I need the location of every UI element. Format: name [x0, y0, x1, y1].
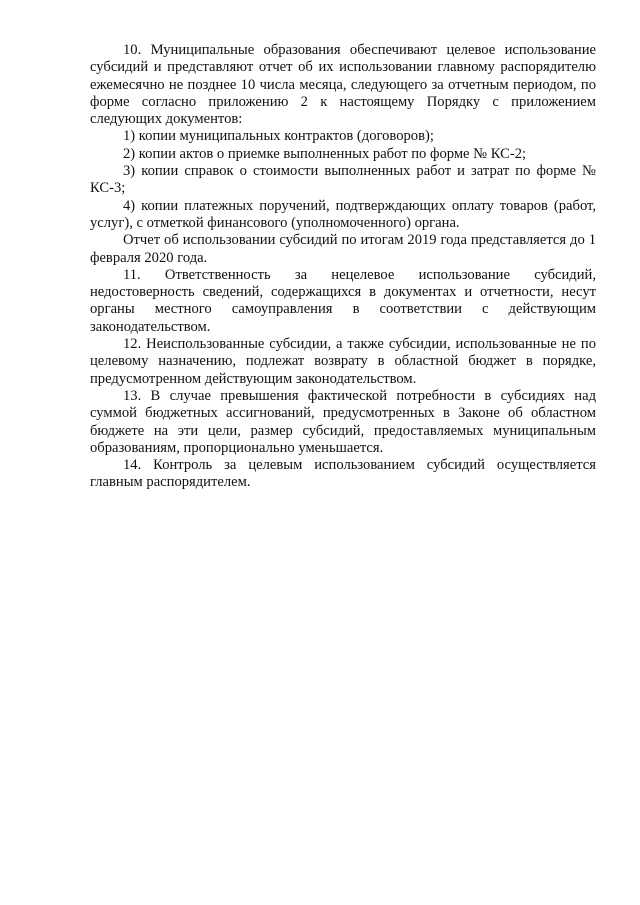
- paragraph-report-deadline: Отчет об использовании субсидий по итогам 2019 года представляется до 1 февраля 2020 года.: [90, 232, 596, 266]
- paragraph-11-responsibility: 11. Ответственность за нецелевое использование субсидий, недостоверность сведений, содержащихся в документах и отчетности, несут органы местного самоуправления в соответствии с действующим законодательством.: [90, 266, 596, 335]
- list-item-contracts: 1) копии муниципальных контрактов (договоров);: [123, 128, 434, 145]
- paragraph-13-proportional-reduction: 13. В случае превышения фактической потребности в субсидиях над суммой бюджетных ассигнований, предусмотренных в Законе об областном бюджете на эти цели, размер субсидий, предоставляемых муниципальным образованиям, пропорционально уменьшается.: [90, 387, 596, 456]
- paragraph-14-control: 14. Контроль за целевым использованием субсидий осуществляется главным распорядителем.: [90, 457, 596, 491]
- document-page: [90, 42, 596, 492]
- list-item-payment-orders: 4) копии платежных поручений, подтверждающих оплату товаров (работ, услуг), с отметкой финансового (уполномоченного) органа.: [90, 197, 596, 231]
- paragraph-12-unused-subsidies: 12. Неиспользованные субсидии, а также субсидии, использованные не по целевому назначению, подлежат возврату в областной бюджет в порядке, предусмотренном действующим законодательством.: [90, 336, 596, 387]
- paragraph-10-reporting: 10. Муниципальные образования обеспечивают целевое использование субсидий и представляют отчет об их использовании главному распорядителю ежемесячно не позднее 10 числа месяца, следующего за отчетным периодом, по форме согласно приложению 2 к настоящему Порядку с приложением следующих документов:: [90, 42, 596, 128]
- list-item-ks3-certificates: 3) копии справок о стоимости выполненных работ и затрат по форме № КС-3;: [90, 163, 596, 197]
- list-item-ks2-acts: 2) копии актов о приемке выполненных работ по форме № КС-2;: [123, 145, 527, 162]
